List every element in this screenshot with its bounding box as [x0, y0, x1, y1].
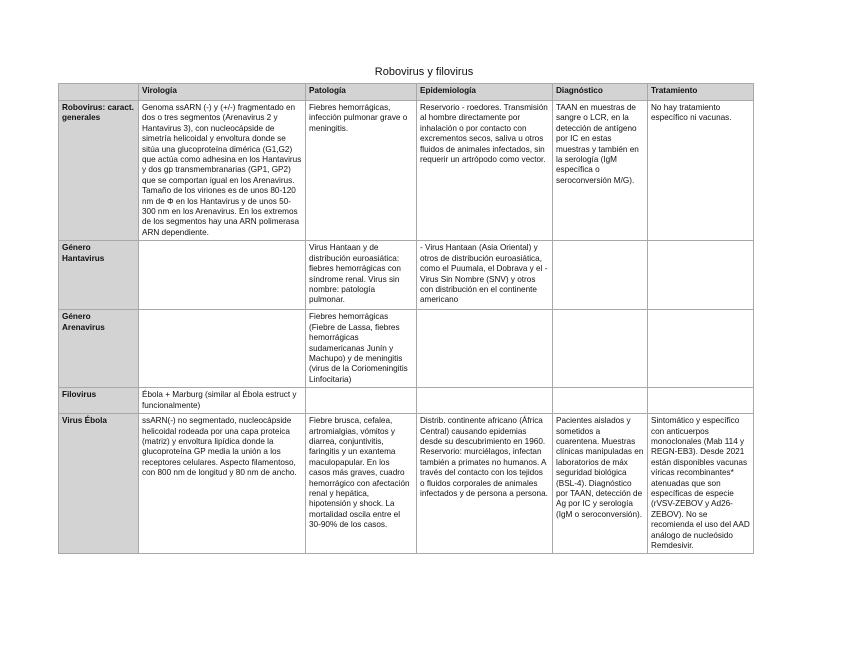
table-row [59, 310, 754, 388]
row-label: Género Hantavirus [59, 241, 139, 310]
header-tratamiento: Tratamiento [648, 84, 754, 101]
table-cell [553, 310, 648, 388]
table-cell: Fiebres hemorrágicas (Fiebre de Lassa, fiebres hemorrágicas sudamericanas Junín y Machupo) y de meningitis (virus de la Coriomeningitis Linfocitaria) [306, 310, 417, 388]
table-cell: Sintomático y específico con anticuerpos monoclonales (Mab 114 y REGN-EB3). Desde 2021 están disponibles vacunas víricas recombinantes* atenuadas que son específicas de especie (rVSV-ZEBOV y Ad26-ZEBOV). No se recomienda el uso del AAD análogo de nucleósido Remdesivir. [648, 414, 754, 554]
header-corner [59, 84, 139, 101]
table-row [59, 101, 754, 241]
table-cell: Pacientes aislados y sometidos a cuarentena. Muestras clínicas manipuladas en laboratorios de máx seguridad biológica (BSL-4). Diagnóstico por TAAN, detección de Ag por IC y serología (IgM o seroconversión). [553, 414, 648, 554]
table-row [59, 388, 754, 414]
table-cell: Reservorio - roedores. Transmisión al hombre directamente por inhalación o por contacto con excrementos secos, saliva u otros fluidos de animales infectados, sin requerir un artrópodo como vector. [417, 101, 553, 241]
table-cell [417, 310, 553, 388]
page-title: Robovirus y filovirus [374, 66, 474, 78]
row-label: Virus Ébola [59, 414, 139, 554]
table-cell: Fiebres hemorrágicas, infección pulmonar grave o meningitis. [306, 101, 417, 241]
table-cell: Ébola + Marburg (similar al Ébola estruct y funcionalmente) [139, 388, 306, 414]
table-cell: Genoma ssARN (-) y (+/-) fragmentado en dos o tres segmentos (Arenavirus 2 y Hantavirus 3), con nucleocápside de simetría helicoidal y envoltura donde se sitúa una glucoproteína dimérica (G1,G2) que actúa como adhesina en los Hantavirus y dos gp transmembranarias (GP1, GP2) que se comportan igual en los Arenavirus. Tamaño de los viriones es de unos 80-120 nm de Φ en los Hantavirus y de unos 50-300 nm en los Arenavirus. En los extremos de los segmentos hay una ARN polimerasa ARN dependiente. [139, 101, 306, 241]
row-label: Robovirus: caract. generales [59, 101, 139, 241]
header-diagnostico: Diagnóstico [553, 84, 648, 101]
table-cell: - Virus Hantaan (Asia Oriental) y otros de distribución euroasiática, como el Puumala, el Dobrava y el - Virus Sin Nombre (SNV) y otros con distribución en el continente americano [417, 241, 553, 310]
table-cell [553, 241, 648, 310]
table-cell [306, 388, 417, 414]
table-row [59, 414, 754, 554]
table-cell: Virus Hantaan y de distribución euroasiática: fiebres hemorrágicas con síndrome renal. Virus sin nombre: patología pulmonar. [306, 241, 417, 310]
table-cell: No hay tratamiento específico ni vacunas. [648, 101, 754, 241]
comparison-table [58, 83, 754, 554]
header-epidemiologia: Epidemiología [417, 84, 553, 101]
table-cell [648, 310, 754, 388]
table-row [59, 241, 754, 310]
table-cell [139, 241, 306, 310]
row-label: Filovirus [59, 388, 139, 414]
table-cell [648, 241, 754, 310]
table-cell: Distrib. continente africano (África Central) causando epidemias desde su descubrimiento en 1960. Reservorio: murciélagos, infectan también a primates no humanos. A través del contacto con los tejidos o fluidos corporales de animales infectados y de persona a persona. [417, 414, 553, 554]
table-cell [417, 388, 553, 414]
table-cell: Fiebre brusca, cefalea, artromialgias, vómitos y diarrea, conjuntivitis, faringitis y un exantema maculopapular. En los casos más graves, cuadro hemorrágico con afectación renal y hepática, hipotensión y shock. La mortalidad oscila entre el 30-90% de los casos. [306, 414, 417, 554]
table-cell [553, 388, 648, 414]
header-row [59, 84, 754, 101]
table-cell: TAAN en muestras de sangre o LCR, en la detección de antígeno por IC en estas muestras y también en la serología (IgM específica o seroconversión M/G). [553, 101, 648, 241]
header-virologia: Virología [139, 84, 306, 101]
header-patologia: Patología [306, 84, 417, 101]
table-cell [139, 310, 306, 388]
table-cell [648, 388, 754, 414]
row-label: Género Arenavirus [59, 310, 139, 388]
table-cell: ssARN(-) no segmentado, nucleocápside helicoidal rodeada por una capa proteica (matriz) y envoltura lipídica donde la glucoproteína GP media la unión a los receptores celulares. Aspecto filamentoso, con 800 nm de longitud y 80 nm de ancho. [139, 414, 306, 554]
